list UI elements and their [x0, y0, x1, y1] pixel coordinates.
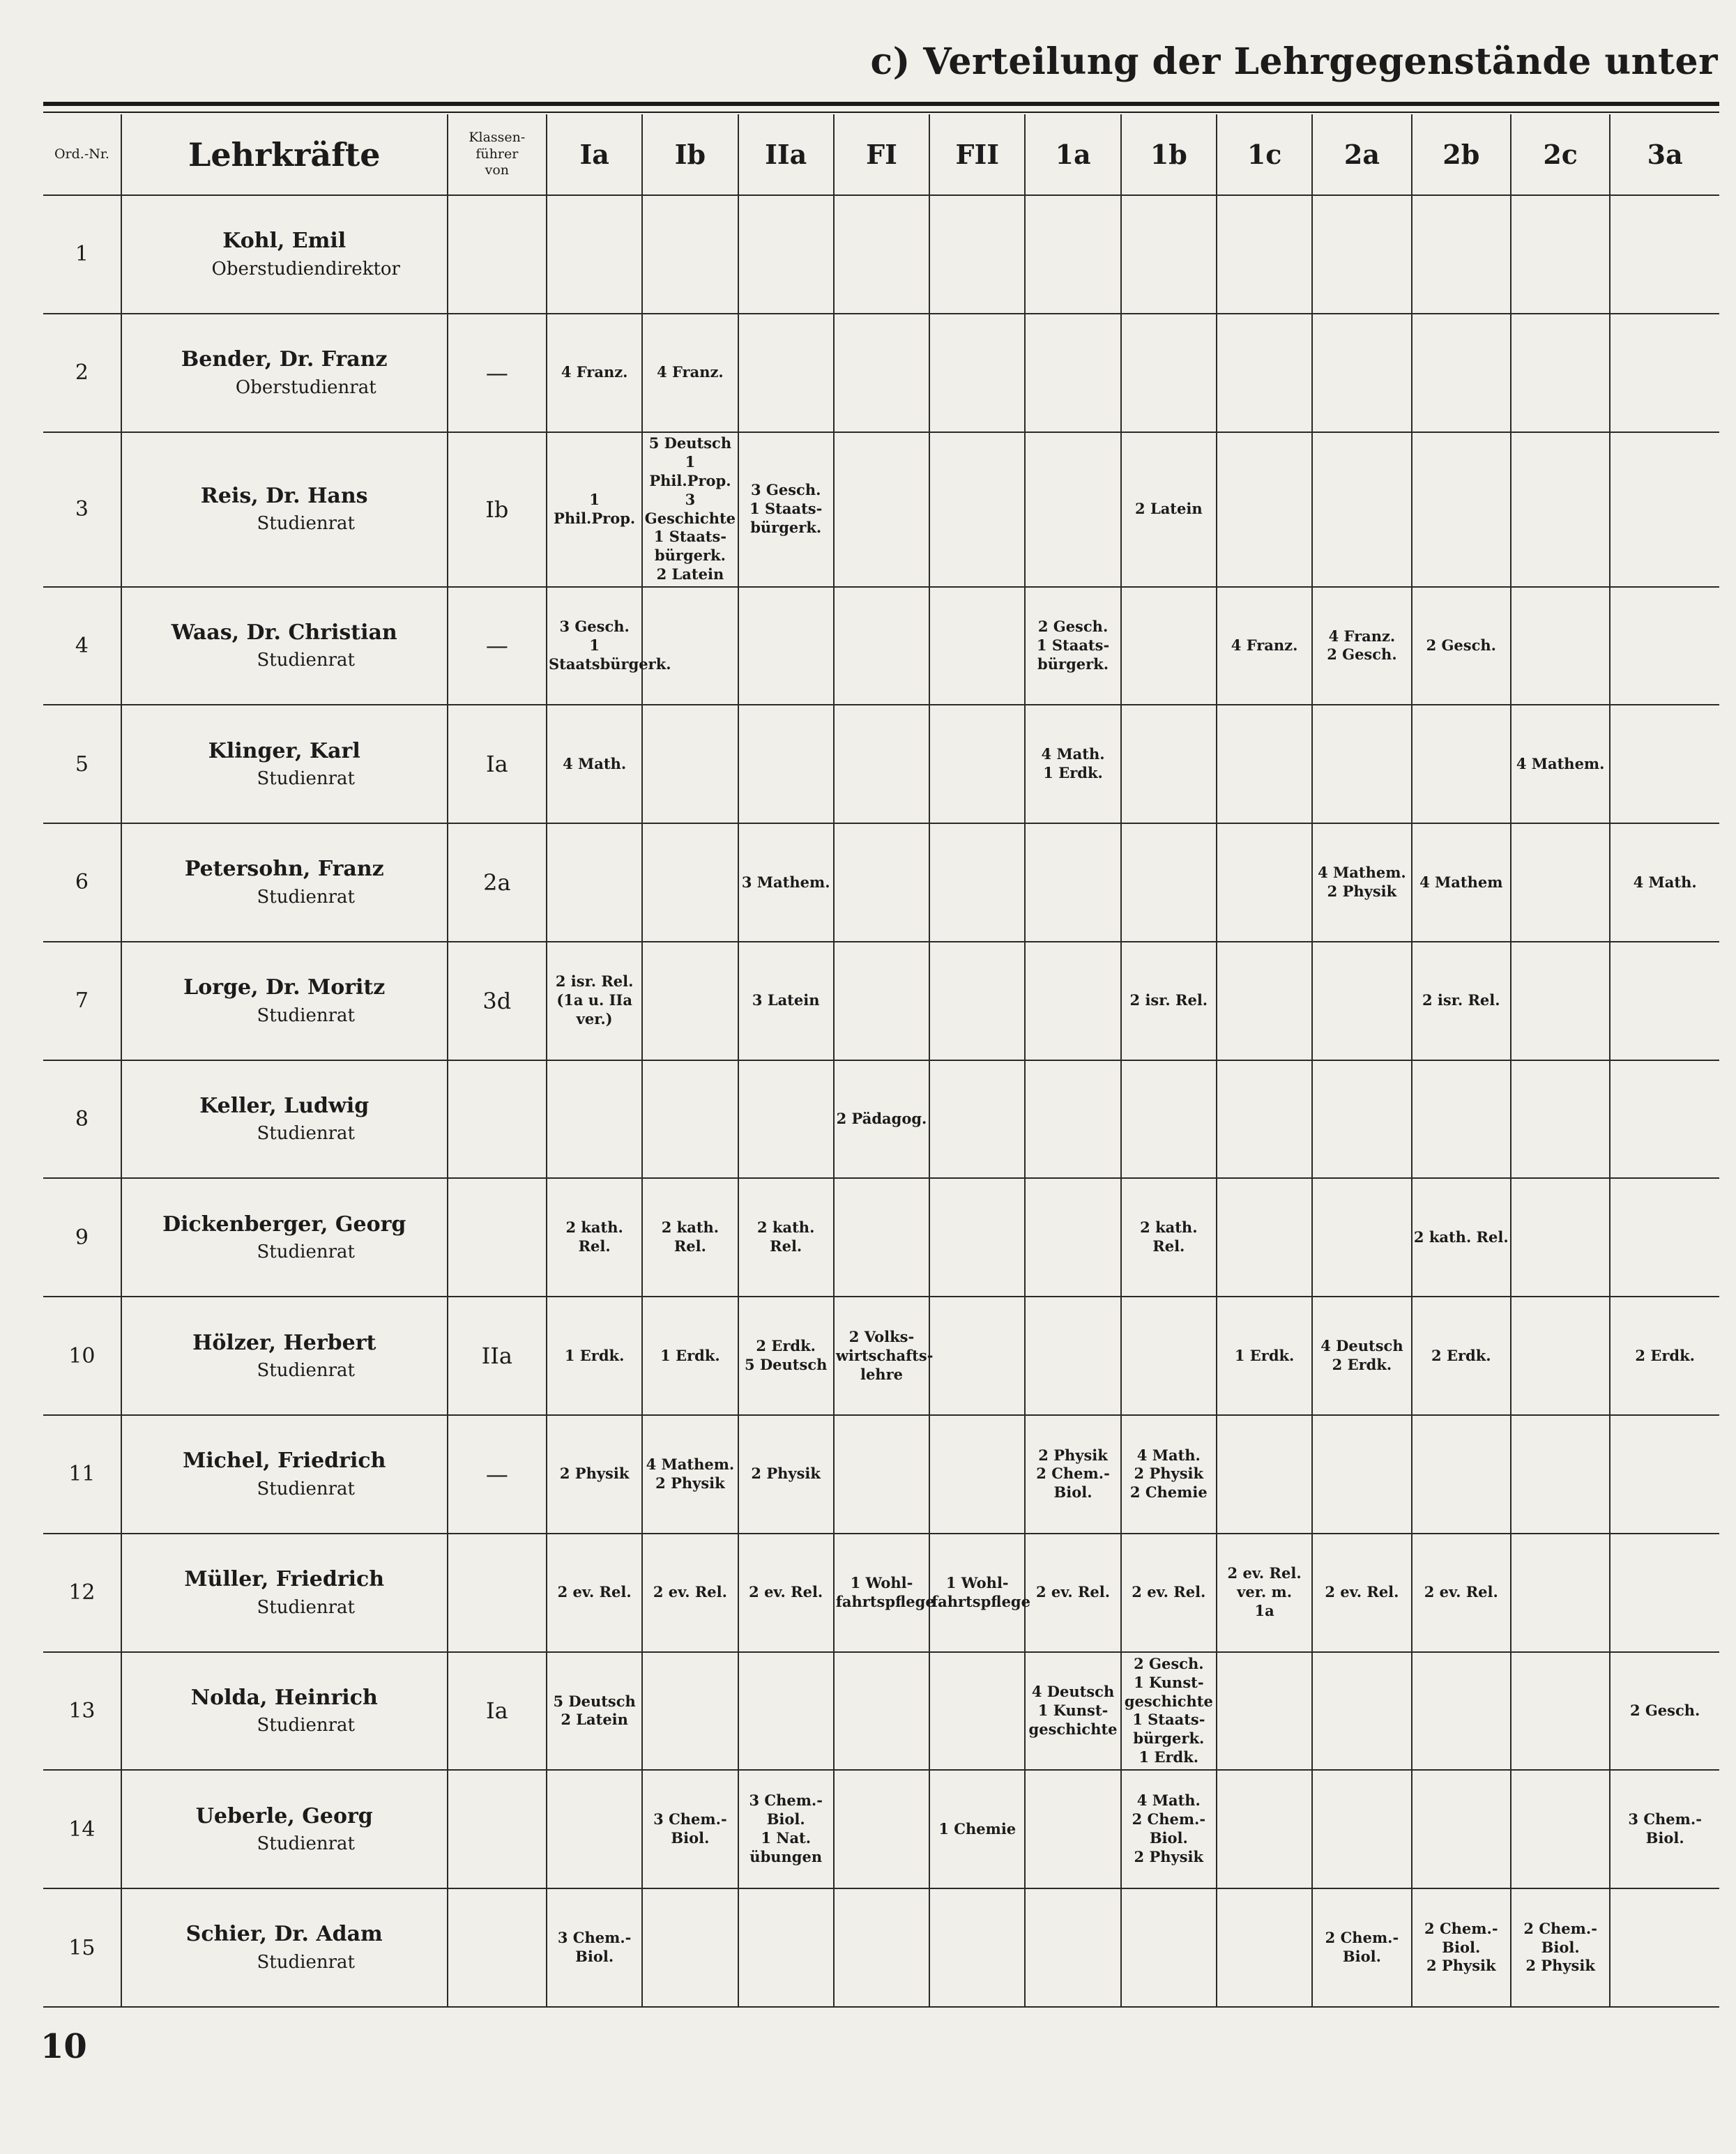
subject-cell: [929, 1652, 1025, 1771]
table-row: [43, 1060, 1719, 1179]
subject-cell: 2 Physik 2 Chem.- Biol.: [1025, 1415, 1120, 1534]
subject-cell: 2 Erdk. 5 Deutsch: [738, 1297, 834, 1415]
subject-cell: [1025, 432, 1120, 587]
subject-cell: [834, 942, 929, 1060]
subject-cell: 4 Franz.: [1217, 587, 1312, 705]
subject-cell: [929, 1297, 1025, 1415]
subject-cell: 2 kath. Rel.: [547, 1178, 642, 1297]
subject-cell: [642, 195, 738, 314]
subject-cell: [1312, 1415, 1411, 1534]
subject-cell: 3 Gesch. 1 Staatsbürgerk.: [547, 587, 642, 705]
teacher-cell: [121, 432, 448, 587]
teacher-title: Studienrat: [257, 1478, 355, 1499]
subject-cell: [642, 587, 738, 705]
subject-cell: 2 kath. Rel.: [738, 1178, 834, 1297]
subject-cell: [1610, 314, 1719, 432]
subject-cell: [1312, 314, 1411, 432]
subject-cell: [1121, 823, 1217, 942]
class-leader-cell: —: [448, 587, 547, 705]
subject-cell: [929, 942, 1025, 1060]
teacher-name: Bender, Dr. Franz: [181, 347, 388, 372]
subject-cell: 3 Chem.- Biol.: [547, 1888, 642, 2007]
subject-cell: 4 Math.: [1610, 823, 1719, 942]
class-leader-cell: [448, 1534, 547, 1652]
class-leader-cell: Ia: [448, 1652, 547, 1771]
subject-cell: [1610, 587, 1719, 705]
subject-cell: 1 Chemie: [929, 1770, 1025, 1888]
header-col-1b: 1b: [1121, 114, 1217, 195]
subject-cell: [929, 705, 1025, 823]
subject-cell: [1511, 1534, 1610, 1652]
subject-cell: [642, 823, 738, 942]
subject-cell: [1217, 1060, 1312, 1179]
subject-cell: 4 Franz. 2 Gesch.: [1312, 587, 1411, 705]
teacher-name: Keller, Ludwig: [199, 1093, 370, 1118]
subject-cell: [738, 705, 834, 823]
subject-cell: 2 Gesch.: [1412, 587, 1511, 705]
subject-cell: [1312, 1770, 1411, 1888]
subject-cell: 4 Franz.: [547, 314, 642, 432]
teacher-title: Studienrat: [257, 650, 355, 671]
subject-cell: 2 ev. Rel.: [1025, 1534, 1120, 1652]
subject-cell: 2 Gesch. 1 Staats- bürgerk.: [1025, 587, 1120, 705]
teacher-cell: [121, 1178, 448, 1297]
subject-cell: 4 Math.: [547, 705, 642, 823]
subject-cell: [1312, 1178, 1411, 1297]
subject-cell: [1121, 195, 1217, 314]
subject-cell: [1121, 1060, 1217, 1179]
subject-cell: 2 Pädagog.: [834, 1060, 929, 1179]
subject-cell: [1610, 432, 1719, 587]
subject-cell: [834, 1888, 929, 2007]
subject-cell: [929, 1060, 1025, 1179]
row-number: 5: [43, 705, 121, 823]
subject-cell: [1025, 1060, 1120, 1179]
subject-cell: [1312, 195, 1411, 314]
subject-cell: [1412, 1060, 1511, 1179]
header-col-IIa: IIa: [738, 114, 834, 195]
teacher-name: Petersohn, Franz: [184, 857, 384, 882]
subject-cell: [1121, 587, 1217, 705]
table-row: [43, 1415, 1719, 1534]
table-row: [43, 705, 1719, 823]
top-rule: [43, 102, 1719, 106]
subject-cell: 1 Erdk.: [642, 1297, 738, 1415]
teacher-title: Studienrat: [257, 768, 355, 790]
class-leader-cell: —: [448, 314, 547, 432]
subject-cell: 2 ev. Rel.: [738, 1534, 834, 1652]
subject-cell: [929, 587, 1025, 705]
table-row: [43, 1178, 1719, 1297]
subject-cell: 2 ev. Rel.: [547, 1534, 642, 1652]
subject-cell: 4 Deutsch 2 Erdk.: [1312, 1297, 1411, 1415]
header-row: [43, 114, 1719, 195]
subject-cell: 2 Chem.- Biol. 2 Physik: [1412, 1888, 1511, 2007]
table-row: [43, 1534, 1719, 1652]
teacher-title: Studienrat: [257, 1715, 355, 1736]
class-leader-cell: 3d: [448, 942, 547, 1060]
row-number: 6: [43, 823, 121, 942]
subject-cell: 4 Math. 2 Chem.- Biol. 2 Physik: [1121, 1770, 1217, 1888]
teacher-title: Studienrat: [257, 513, 355, 535]
header-col-Ib: Ib: [642, 114, 738, 195]
row-number: 11: [43, 1415, 121, 1534]
subject-cell: 3 Chem.- Biol.: [1610, 1770, 1719, 1888]
teacher-cell: [121, 1888, 448, 2007]
teacher-cell: [121, 823, 448, 942]
subject-cell: [1610, 1534, 1719, 1652]
subject-cell: [1312, 705, 1411, 823]
subject-cell: [1511, 1297, 1610, 1415]
subject-cell: [834, 314, 929, 432]
page-heading: c) Verteilung der Lehrgegenstände unter: [870, 40, 1718, 83]
subject-cell: [1217, 1652, 1312, 1771]
teacher-title: Studienrat: [257, 1123, 355, 1145]
page-number: 10: [40, 2027, 87, 2066]
subject-cell: [1217, 1770, 1312, 1888]
subject-cell: 4 Franz.: [642, 314, 738, 432]
subject-cell: [834, 195, 929, 314]
subject-cell: [1312, 1060, 1411, 1179]
table-row: [43, 195, 1719, 314]
subject-cell: [642, 1888, 738, 2007]
subject-cell: [738, 1888, 834, 2007]
subject-cell: [929, 1888, 1025, 2007]
subject-cell: 2 isr. Rel.: [1412, 942, 1511, 1060]
teacher-cell: [121, 195, 448, 314]
subject-cell: 2 isr. Rel.: [1121, 942, 1217, 1060]
subject-cell: 4 Math. 1 Erdk.: [1025, 705, 1120, 823]
class-leader-cell: [448, 1770, 547, 1888]
subject-cell: [1610, 1060, 1719, 1179]
class-leader-cell: IIa: [448, 1297, 547, 1415]
subject-cell: 5 Deutsch 2 Latein: [547, 1652, 642, 1771]
subject-cell: [738, 587, 834, 705]
row-number: 10: [43, 1297, 121, 1415]
class-leader-cell: Ib: [448, 432, 547, 587]
subject-cell: [1511, 1415, 1610, 1534]
subject-cell: [834, 587, 929, 705]
subject-cell: [1412, 1415, 1511, 1534]
subject-cell: [1511, 195, 1610, 314]
subject-cell: 4 Mathem: [1412, 823, 1511, 942]
table-row: [43, 1888, 1719, 2007]
subject-cell: [1610, 1415, 1719, 1534]
subject-cell: [642, 1652, 738, 1771]
subject-cell: [834, 823, 929, 942]
subject-cell: [738, 314, 834, 432]
subject-cell: [1412, 705, 1511, 823]
subject-cell: [547, 195, 642, 314]
subject-cell: 4 Deutsch 1 Kunst- geschichte: [1025, 1652, 1120, 1771]
teacher-title: Oberstudiendirektor: [211, 258, 400, 280]
teacher-cell: [121, 1770, 448, 1888]
subject-cell: [1217, 432, 1312, 587]
subject-cell: 2 Chem.- Biol.: [1312, 1888, 1411, 2007]
row-number: 9: [43, 1178, 121, 1297]
class-leader-cell: 2a: [448, 823, 547, 942]
class-leader-cell: Ia: [448, 705, 547, 823]
subject-cell: [1511, 1652, 1610, 1771]
subject-cell: 2 ev. Rel.: [1121, 1534, 1217, 1652]
top-rule-thin: [43, 112, 1719, 113]
teacher-name: Schier, Dr. Adam: [185, 1922, 383, 1947]
table-row: [43, 314, 1719, 432]
subject-cell: [834, 1770, 929, 1888]
subject-cell: [1312, 1652, 1411, 1771]
header-col-1c: 1c: [1217, 114, 1312, 195]
subject-cell: 4 Mathem.: [1511, 705, 1610, 823]
subject-cell: [1217, 942, 1312, 1060]
subject-cell: [1121, 1888, 1217, 2007]
subject-cell: 2 kath. Rel.: [1121, 1178, 1217, 1297]
subject-cell: [1025, 1297, 1120, 1415]
subject-cell: [547, 1770, 642, 1888]
subject-cell: [1217, 705, 1312, 823]
teacher-cell: [121, 1415, 448, 1534]
header-col-3a: 3a: [1610, 114, 1719, 195]
subject-cell: 4 Math. 2 Physik 2 Chemie: [1121, 1415, 1217, 1534]
teacher-cell: [121, 587, 448, 705]
class-leader-cell: [448, 1178, 547, 1297]
table-row: [43, 823, 1719, 942]
subject-cell: [834, 1178, 929, 1297]
subject-cell: 4 Mathem. 2 Physik: [1312, 823, 1411, 942]
header-col-2b: 2b: [1412, 114, 1511, 195]
subject-cell: [929, 823, 1025, 942]
header-klassenfuehrer: Klassen- führer von: [448, 114, 547, 195]
subject-cell: 2 Gesch. 1 Kunst- geschichte 1 Staats- bürgerk. 1 Erdk.: [1121, 1652, 1217, 1771]
subject-cell: 4 Mathem. 2 Physik: [642, 1415, 738, 1534]
subject-cell: [738, 195, 834, 314]
header-col-FI: FI: [834, 114, 929, 195]
table-row: [43, 1770, 1719, 1888]
subject-cell: [834, 705, 929, 823]
teacher-title: Studienrat: [257, 1360, 355, 1381]
table-row: [43, 432, 1719, 587]
subject-cell: [1312, 942, 1411, 1060]
teacher-name: Lorge, Dr. Moritz: [183, 975, 386, 1000]
subject-cell: 2 Physik: [547, 1415, 642, 1534]
subject-cell: [1025, 314, 1120, 432]
subject-cell: [1025, 1770, 1120, 1888]
row-number: 12: [43, 1534, 121, 1652]
subject-cell: [929, 432, 1025, 587]
teacher-title: Studienrat: [257, 1596, 355, 1618]
table-body: [43, 195, 1719, 2007]
subject-cell: 2 isr. Rel. (1a u. IIa ver.): [547, 942, 642, 1060]
row-number: 2: [43, 314, 121, 432]
teacher-title: Studienrat: [257, 886, 355, 908]
teacher-name: Michel, Friedrich: [183, 1449, 386, 1474]
subject-cell: 1 Wohl- fahrtspflege: [834, 1534, 929, 1652]
subject-cell: [1217, 1888, 1312, 2007]
table-row: [43, 587, 1719, 705]
teacher-name: Nolda, Heinrich: [190, 1685, 378, 1710]
subject-cell: [1511, 314, 1610, 432]
header-lehrkraefte: Lehrkräfte: [121, 114, 448, 195]
subject-cell: 3 Chem.- Biol. 1 Nat. übungen: [738, 1770, 834, 1888]
row-number: 7: [43, 942, 121, 1060]
subject-cell: 2 Erdk.: [1610, 1297, 1719, 1415]
subject-cell: [1412, 195, 1511, 314]
teacher-title: Studienrat: [257, 1005, 355, 1026]
subject-cell: [834, 432, 929, 587]
teacher-name: Dickenberger, Georg: [162, 1212, 406, 1237]
subject-cell: 2 Chem.- Biol. 2 Physik: [1511, 1888, 1610, 2007]
subject-cell: [834, 1415, 929, 1534]
subject-cell: 2 Erdk.: [1412, 1297, 1511, 1415]
teacher-cell: [121, 942, 448, 1060]
subject-cell: [1511, 432, 1610, 587]
teacher-name: Kohl, Emil: [222, 229, 347, 254]
teacher-name: Hölzer, Herbert: [192, 1330, 376, 1355]
teacher-cell: [121, 1534, 448, 1652]
subject-cell: 2 ev. Rel.: [1412, 1534, 1511, 1652]
subject-cell: 3 Gesch. 1 Staats- bürgerk.: [738, 432, 834, 587]
teacher-distribution-table: [43, 114, 1719, 2008]
subject-cell: [1217, 195, 1312, 314]
row-number: 14: [43, 1770, 121, 1888]
teacher-title: Studienrat: [257, 1242, 355, 1263]
subject-cell: 1 Erdk.: [547, 1297, 642, 1415]
subject-cell: [1511, 1178, 1610, 1297]
subject-cell: 2 kath. Rel.: [642, 1178, 738, 1297]
subject-cell: 3 Latein: [738, 942, 834, 1060]
subject-cell: [929, 314, 1025, 432]
class-leader-cell: —: [448, 1415, 547, 1534]
class-leader-cell: [448, 195, 547, 314]
subject-cell: [1610, 1178, 1719, 1297]
subject-cell: [834, 1652, 929, 1771]
subject-cell: [738, 1060, 834, 1179]
row-number: 8: [43, 1060, 121, 1179]
subject-cell: 2 kath. Rel.: [1412, 1178, 1511, 1297]
subject-cell: [1025, 195, 1120, 314]
subject-cell: [1412, 314, 1511, 432]
subject-cell: [929, 1415, 1025, 1534]
subject-cell: [1610, 1888, 1719, 2007]
header-col-1a: 1a: [1025, 114, 1120, 195]
subject-cell: 2 ev. Rel. ver. m. 1a: [1217, 1534, 1312, 1652]
subject-cell: [1025, 1178, 1120, 1297]
teacher-cell: [121, 314, 448, 432]
teacher-title: Studienrat: [257, 1833, 355, 1855]
row-number: 3: [43, 432, 121, 587]
subject-cell: [1217, 314, 1312, 432]
subject-cell: [1412, 432, 1511, 587]
subject-cell: 2 Physik: [738, 1415, 834, 1534]
subject-cell: 2 ev. Rel.: [1312, 1534, 1411, 1652]
subject-cell: [1511, 942, 1610, 1060]
subject-cell: 1 Wohl- fahrtspflege: [929, 1534, 1025, 1652]
teacher-cell: [121, 1652, 448, 1771]
row-number: 13: [43, 1652, 121, 1771]
subject-cell: [642, 942, 738, 1060]
header-col-Ia: Ia: [547, 114, 642, 195]
table-row: [43, 1652, 1719, 1771]
subject-cell: [1610, 705, 1719, 823]
subject-cell: [1025, 942, 1120, 1060]
subject-cell: [547, 1060, 642, 1179]
teacher-cell: [121, 1297, 448, 1415]
subject-cell: [1511, 1060, 1610, 1179]
row-number: 1: [43, 195, 121, 314]
subject-cell: [1217, 1415, 1312, 1534]
teacher-cell: [121, 705, 448, 823]
teacher-title: Studienrat: [257, 1951, 355, 1973]
subject-cell: 2 ev. Rel.: [642, 1534, 738, 1652]
teacher-title: Oberstudienrat: [235, 376, 376, 398]
subject-cell: [1511, 1770, 1610, 1888]
subject-cell: [1312, 432, 1411, 587]
table-row: [43, 1297, 1719, 1415]
header-col-2a: 2a: [1312, 114, 1411, 195]
subject-cell: [738, 1652, 834, 1771]
teacher-cell: [121, 1060, 448, 1179]
subject-cell: [1610, 942, 1719, 1060]
subject-cell: 1 Phil.Prop.: [547, 432, 642, 587]
subject-cell: [1121, 314, 1217, 432]
subject-cell: 3 Chem.- Biol.: [642, 1770, 738, 1888]
subject-cell: 2 Gesch.: [1610, 1652, 1719, 1771]
subject-cell: [547, 823, 642, 942]
subject-cell: [1511, 587, 1610, 705]
teacher-name: Ueberle, Georg: [195, 1803, 373, 1828]
subject-cell: 3 Mathem.: [738, 823, 834, 942]
header-col-2c: 2c: [1511, 114, 1610, 195]
subject-cell: [1412, 1770, 1511, 1888]
subject-cell: 2 Latein: [1121, 432, 1217, 587]
subject-cell: [1025, 823, 1120, 942]
header-col-FII: FII: [929, 114, 1025, 195]
teacher-name: Müller, Friedrich: [184, 1567, 385, 1592]
table-row: [43, 942, 1719, 1060]
subject-cell: 5 Deutsch 1 Phil.Prop. 3 Geschichte 1 Staats- bürgerk. 2 Latein: [642, 432, 738, 587]
teacher-name: Waas, Dr. Christian: [171, 620, 397, 645]
subject-cell: 2 Volks- wirtschafts- lehre: [834, 1297, 929, 1415]
subject-cell: [929, 195, 1025, 314]
subject-cell: [1412, 1652, 1511, 1771]
subject-cell: [1610, 195, 1719, 314]
class-leader-cell: [448, 1060, 547, 1179]
class-leader-cell: [448, 1888, 547, 2007]
subject-cell: [1121, 1297, 1217, 1415]
subject-cell: [929, 1178, 1025, 1297]
row-number: 15: [43, 1888, 121, 2007]
subject-cell: [1511, 823, 1610, 942]
teacher-name: Klinger, Karl: [208, 738, 360, 763]
subject-cell: [1025, 1888, 1120, 2007]
subject-cell: [642, 705, 738, 823]
teacher-name: Reis, Dr. Hans: [200, 483, 368, 508]
row-number: 4: [43, 587, 121, 705]
subject-cell: [1217, 823, 1312, 942]
subject-cell: [642, 1060, 738, 1179]
subject-cell: [1121, 705, 1217, 823]
header-ordnr: Ord.-Nr.: [43, 114, 121, 195]
subject-cell: [1217, 1178, 1312, 1297]
subject-cell: 1 Erdk.: [1217, 1297, 1312, 1415]
